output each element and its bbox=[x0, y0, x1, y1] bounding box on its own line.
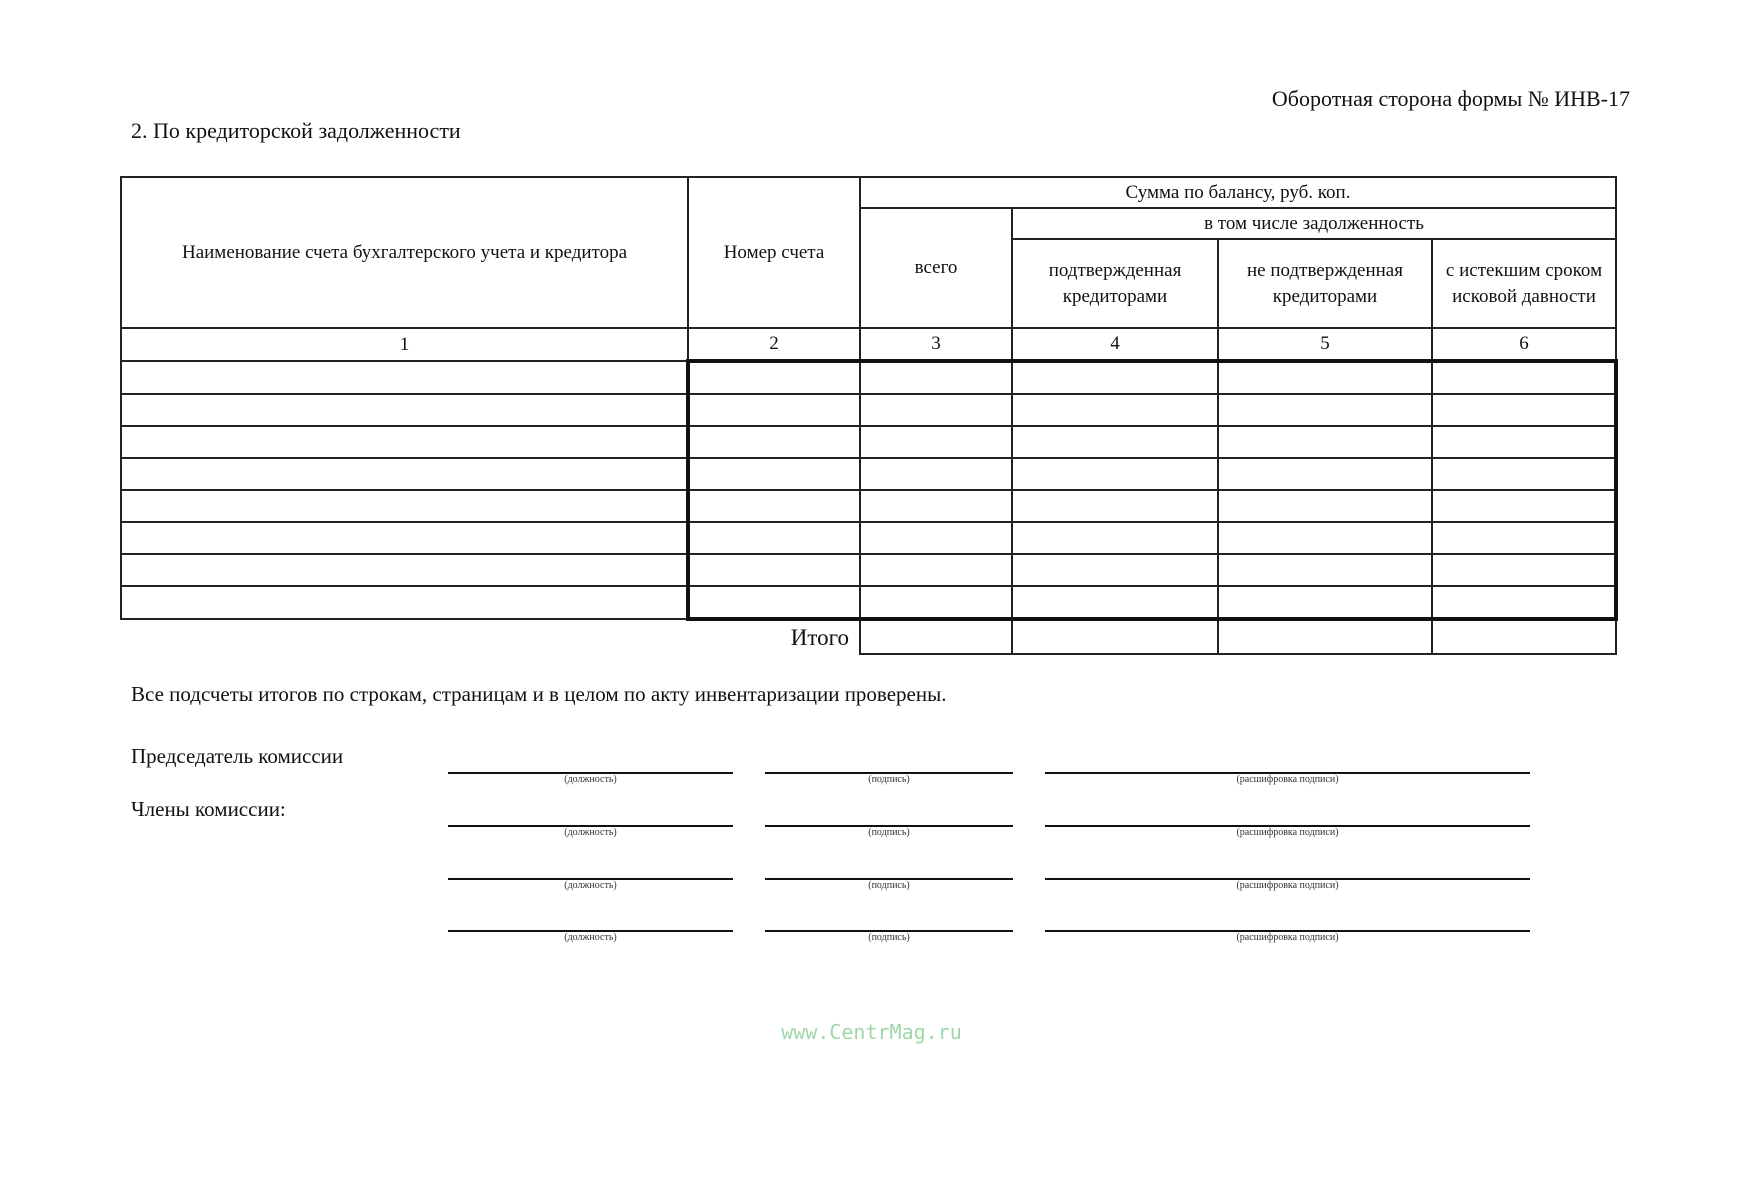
table-cell[interactable] bbox=[1012, 586, 1218, 619]
signature-caption: (подпись) bbox=[868, 827, 910, 838]
form-reference: Оборотная сторона формы № ИНВ-17 bbox=[1271, 86, 1630, 111]
table-cell[interactable] bbox=[121, 490, 688, 522]
table-row bbox=[121, 394, 1616, 426]
column-number: 2 bbox=[688, 328, 860, 361]
header-account-number: Номер счета bbox=[688, 177, 860, 328]
table-cell[interactable] bbox=[1012, 522, 1218, 554]
table-row bbox=[121, 361, 1616, 394]
total-cell[interactable] bbox=[860, 619, 1012, 654]
table-row bbox=[121, 458, 1616, 490]
table-cell[interactable] bbox=[1432, 458, 1616, 490]
creditor-debt-table bbox=[120, 176, 1618, 655]
header-account-name: Наименование счета бухгалтерского учета и кредитора bbox=[121, 177, 688, 328]
signature-caption: (подпись) bbox=[868, 774, 910, 785]
table-cell[interactable] bbox=[688, 522, 860, 554]
header-including-debt: в том числе задолженность bbox=[1012, 208, 1616, 239]
column-number: 4 bbox=[1012, 328, 1218, 361]
table-cell[interactable] bbox=[860, 394, 1012, 426]
decoding-caption: (расшифровка подписи) bbox=[1236, 827, 1339, 838]
decoding-caption: (расшифровка подписи) bbox=[1236, 880, 1339, 891]
total-label: Итого bbox=[688, 619, 860, 654]
header-confirmed: подтвержденная кредиторами bbox=[1012, 239, 1218, 328]
position-caption: (должность) bbox=[564, 932, 617, 943]
members-label: Члены комиссии: bbox=[131, 797, 286, 821]
table-cell[interactable] bbox=[688, 490, 860, 522]
header-unconfirmed: не подтвержденная кредиторами bbox=[1218, 239, 1432, 328]
total-cell[interactable] bbox=[1218, 619, 1432, 654]
table-cell[interactable] bbox=[860, 522, 1012, 554]
table-cell[interactable] bbox=[1012, 394, 1218, 426]
table-cell[interactable] bbox=[1218, 554, 1432, 586]
table-cell[interactable] bbox=[1012, 426, 1218, 458]
table-cell[interactable] bbox=[1218, 490, 1432, 522]
table-cell[interactable] bbox=[1218, 458, 1432, 490]
position-caption: (должность) bbox=[564, 774, 617, 785]
table-cell[interactable] bbox=[121, 458, 688, 490]
table-row bbox=[121, 586, 1616, 619]
table-cell[interactable] bbox=[1432, 554, 1616, 586]
section-title: 2. По кредиторской задолженности bbox=[131, 118, 461, 143]
table-cell[interactable] bbox=[1432, 490, 1616, 522]
position-caption: (должность) bbox=[564, 880, 617, 891]
header-balance-sum: Сумма по балансу, руб. коп. bbox=[860, 177, 1616, 208]
table-row bbox=[121, 554, 1616, 586]
table-cell[interactable] bbox=[1432, 522, 1616, 554]
table-cell[interactable] bbox=[860, 554, 1012, 586]
table-cell[interactable] bbox=[860, 426, 1012, 458]
data-rows bbox=[121, 361, 1616, 619]
table-cell[interactable] bbox=[688, 554, 860, 586]
table-cell[interactable] bbox=[688, 426, 860, 458]
table-cell[interactable] bbox=[1012, 361, 1218, 394]
table-cell[interactable] bbox=[121, 522, 688, 554]
column-number: 3 bbox=[860, 328, 1012, 361]
table-cell[interactable] bbox=[860, 586, 1012, 619]
table-cell[interactable] bbox=[1012, 490, 1218, 522]
table-cell[interactable] bbox=[1432, 426, 1616, 458]
table-cell[interactable] bbox=[1218, 522, 1432, 554]
table-cell[interactable] bbox=[860, 490, 1012, 522]
table-row bbox=[121, 426, 1616, 458]
chairman-label: Председатель комиссии bbox=[131, 744, 344, 768]
table-row bbox=[121, 490, 1616, 522]
table-cell[interactable] bbox=[688, 394, 860, 426]
table-cell[interactable] bbox=[1432, 586, 1616, 619]
table-cell[interactable] bbox=[1432, 394, 1616, 426]
table-cell[interactable] bbox=[1218, 361, 1432, 394]
total-cell[interactable] bbox=[1432, 619, 1616, 654]
header-total: всего bbox=[860, 208, 1012, 328]
table-cell[interactable] bbox=[121, 554, 688, 586]
header-expired: с истекшим сроком исковой давности bbox=[1432, 239, 1616, 328]
table-cell[interactable] bbox=[1218, 586, 1432, 619]
table-cell[interactable] bbox=[121, 394, 688, 426]
total-cell[interactable] bbox=[1012, 619, 1218, 654]
signature-caption: (подпись) bbox=[868, 932, 910, 943]
table-cell[interactable] bbox=[1012, 554, 1218, 586]
table-cell[interactable] bbox=[121, 586, 688, 619]
table-cell[interactable] bbox=[688, 361, 860, 394]
verification-note: Все подсчеты итогов по строкам, страницам и в целом по акту инвентаризации проверены. bbox=[131, 682, 947, 706]
table-cell[interactable] bbox=[688, 458, 860, 490]
table-cell[interactable] bbox=[121, 426, 688, 458]
watermark: www.CentrMag.ru bbox=[781, 1020, 962, 1044]
position-caption: (должность) bbox=[564, 827, 617, 838]
table-cell[interactable] bbox=[1218, 394, 1432, 426]
column-number: 5 bbox=[1218, 328, 1432, 361]
column-number: 1 bbox=[121, 328, 688, 361]
table-cell[interactable] bbox=[688, 586, 860, 619]
table-row bbox=[121, 522, 1616, 554]
column-number: 6 bbox=[1432, 328, 1616, 361]
table-cell[interactable] bbox=[1432, 361, 1616, 394]
table-cell[interactable] bbox=[860, 458, 1012, 490]
table-cell[interactable] bbox=[121, 361, 688, 394]
decoding-caption: (расшифровка подписи) bbox=[1236, 774, 1339, 785]
table-cell[interactable] bbox=[1218, 426, 1432, 458]
decoding-caption: (расшифровка подписи) bbox=[1236, 932, 1339, 943]
table-cell[interactable] bbox=[860, 361, 1012, 394]
signature-caption: (подпись) bbox=[868, 880, 910, 891]
table-cell[interactable] bbox=[1012, 458, 1218, 490]
